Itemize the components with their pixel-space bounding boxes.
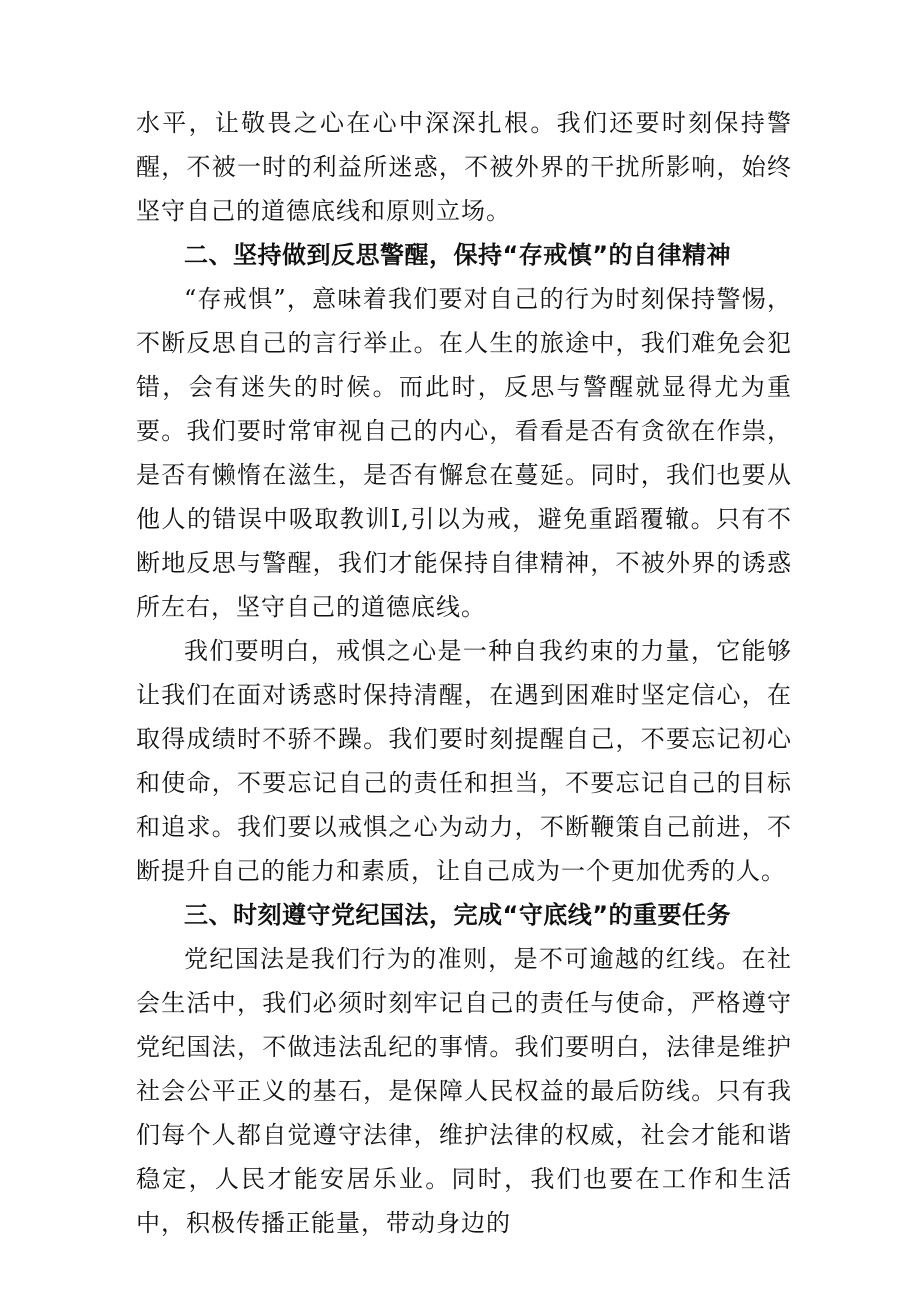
- paragraph-continuation: 水平，让敬畏之心在心中深深扎根。我们还要时刻保持警醒，不被一时的利益所迷惑，不被外界的干扰所影响，始终坚守自己的道德底线和原则立场。: [136, 109, 792, 225]
- paragraph-jieju-zhixin: 我们要明白，戒惧之心是一种自我约束的力量，它能够让我们在面对诱惑时保持清醒，在遇到困难时坚定信心，在取得成绩时不骄不躁。我们要时刻提醒自己，不要忘记初心和使命，不要忘记自己的责任和担当，不要忘记自己的目标和追求。我们要以戒惧之心为动力，不断鞭策自己前进，不断提升自己的能力和素质，让自己成为一个更加优秀的人。: [136, 637, 792, 885]
- paragraph-cunjieju: “存戒惧”，意味着我们要对自己的行为时刻保持警惕，不断反思自己的言行举止。在人生的旅途中，我们难免会犯错，会有迷失的时候。而此时，反思与警醒就显得尤为重要。我们要时常审视自己的内心，看看是否有贪欲在作祟，是否有懒惰在滋生，是否有懈怠在蔓延。同时，我们也要从他人的错误中吸取教训I,引以为戒，避免重蹈覆辙。只有不断地反思与警醒，我们才能保持自律精神，不被外界的诱惑所左右，坚守自己的道德底线。: [136, 285, 792, 621]
- document-body: [136, 101, 792, 1245]
- section-heading-3: 三、时刻遵守党纪国法，完成“守底线”的重要任务: [184, 901, 732, 929]
- paragraph-dangji-guofa: 党纪国法是我们行为的准则，是不可逾越的红线。在社会生活中，我们必须时刻牢记自己的责任与使命，严格遵守党纪国法，不做违法乱纪的事情。我们要明白，法律是维护社会公平正义的基石，是保障人民权益的最后防线。只有我们每个人都自觉遵守法律，维护法律的权威，社会才能和谐稳定，人民才能安居乐业。同时，我们也要在工作和生活中，积极传播正能量，带动身边的: [136, 945, 792, 1237]
- section-heading-2: 二、坚持做到反思警醒，保持“存戒慎”的自律精神: [184, 241, 732, 269]
